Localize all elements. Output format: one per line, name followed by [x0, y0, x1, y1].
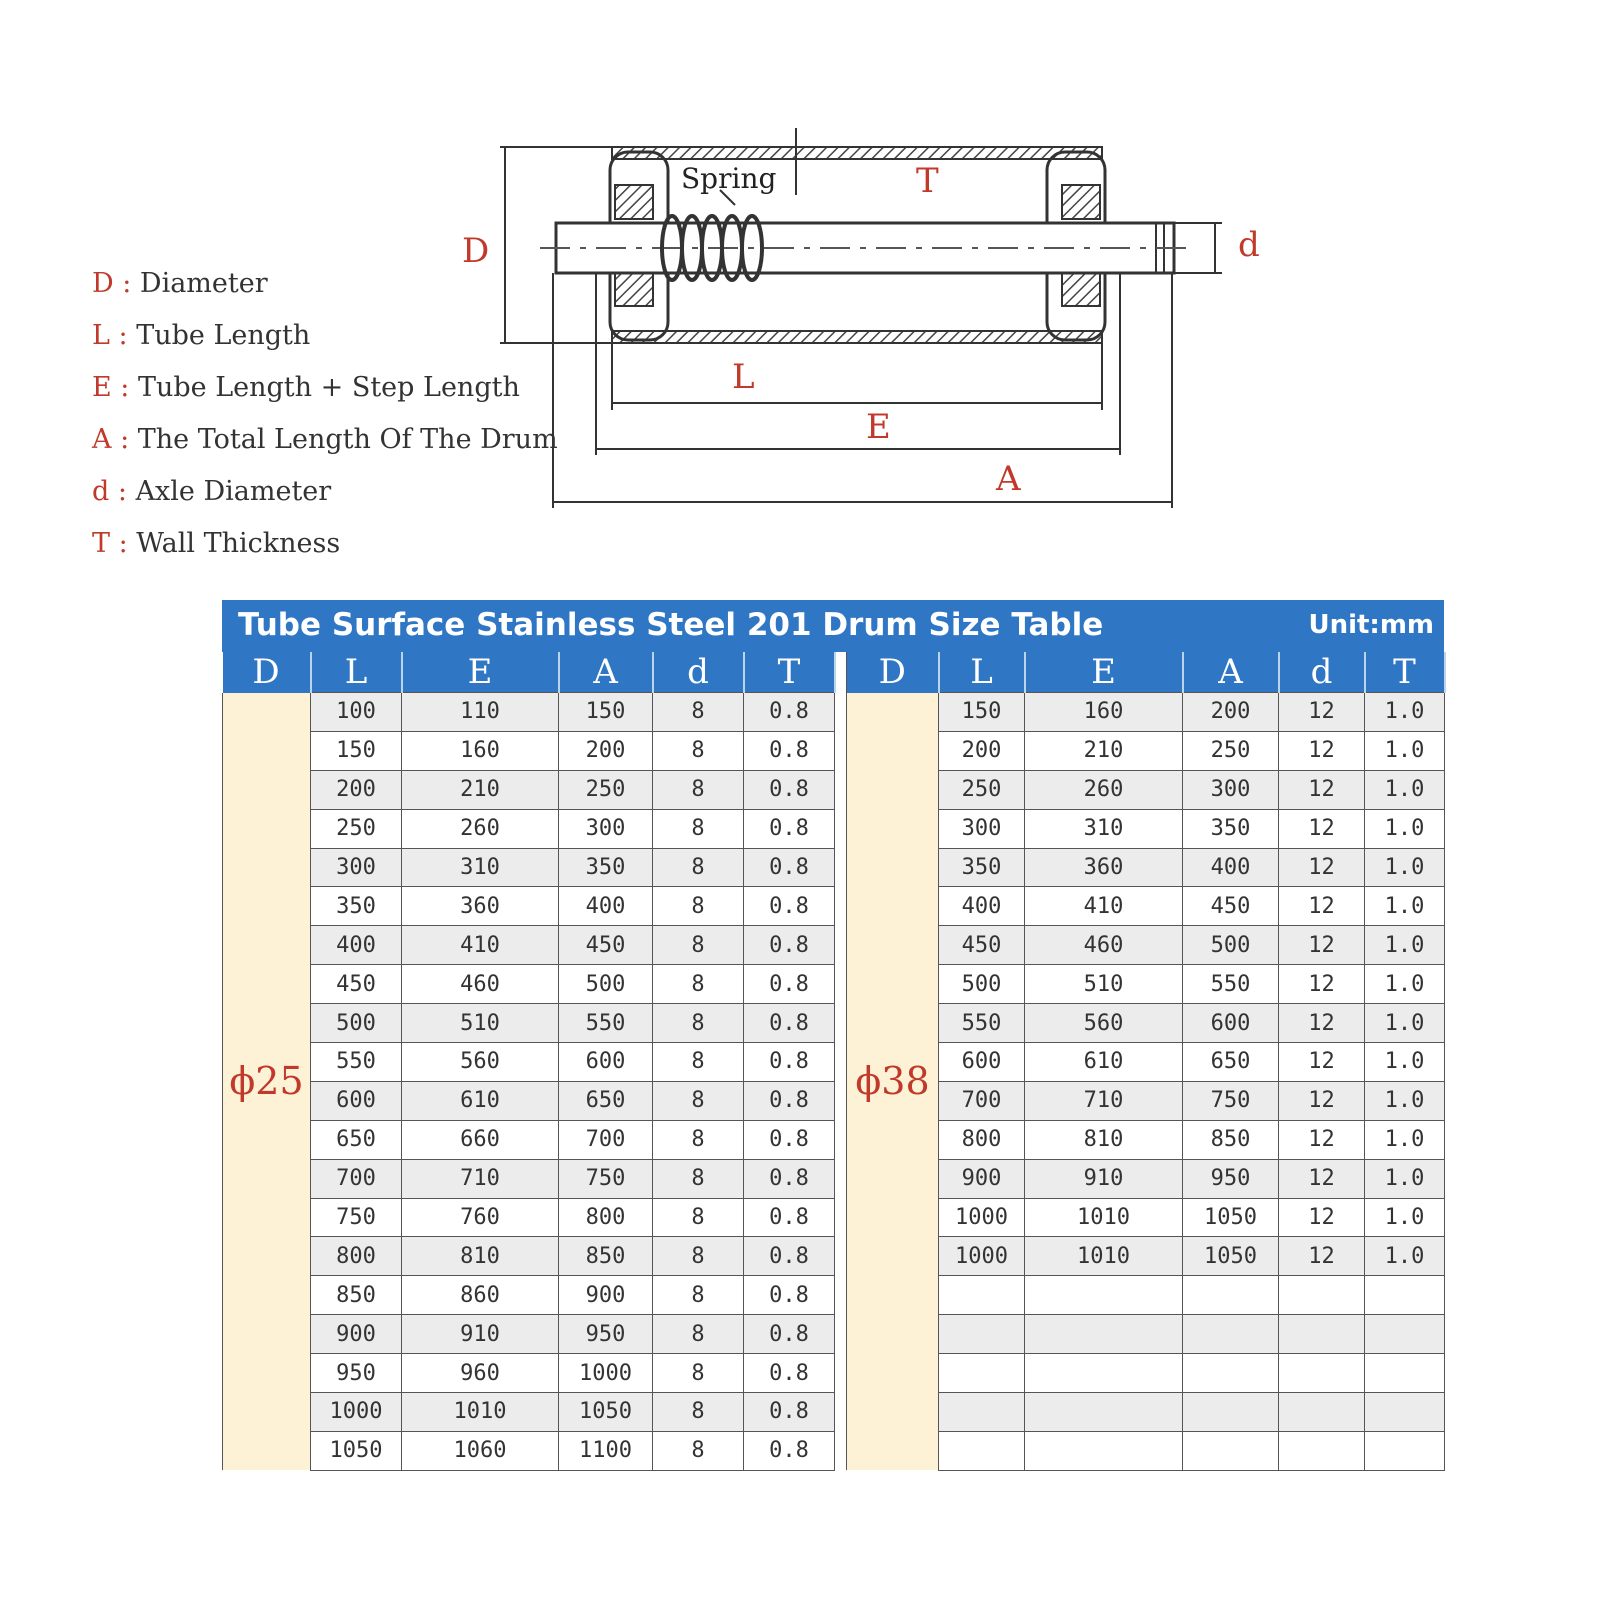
- table-cell: 12: [1279, 1120, 1365, 1159]
- legend-text: Axle Diameter: [135, 476, 332, 507]
- column-header: A: [1183, 652, 1279, 693]
- table-cell: 300: [1183, 770, 1279, 809]
- table-cell: 250: [559, 770, 653, 809]
- table-cell: 800: [311, 1237, 402, 1276]
- table-cell: 360: [402, 887, 559, 926]
- table-cell: 1.0: [1365, 1198, 1445, 1237]
- table-cell: 500: [939, 965, 1025, 1004]
- table-cell: 200: [559, 731, 653, 770]
- table-cell: 300: [939, 809, 1025, 848]
- table-header-row: [223, 652, 1445, 693]
- column-header: L: [311, 652, 402, 693]
- table-cell: 1000: [311, 1393, 402, 1432]
- table-cell: 650: [311, 1120, 402, 1159]
- table-cell: 460: [402, 965, 559, 1004]
- table-row: [223, 1043, 1445, 1082]
- table-cell: 310: [402, 848, 559, 887]
- legend-key: A: [92, 424, 112, 455]
- legend-text: The Total Length Of The Drum: [137, 424, 558, 455]
- table-cell: 450: [939, 926, 1025, 965]
- table-cell: 160: [402, 731, 559, 770]
- table-title: Tube Surface Stainless Steel 201 Drum Size Table: [238, 607, 1104, 643]
- table-cell: 850: [1183, 1120, 1279, 1159]
- table-cell: 1010: [402, 1393, 559, 1432]
- column-header: E: [1025, 652, 1183, 693]
- table-cell: 1050: [559, 1393, 653, 1432]
- table-cell: 260: [402, 809, 559, 848]
- table-cell: 1.0: [1365, 887, 1445, 926]
- table-cell: 1.0: [1365, 1081, 1445, 1120]
- table-cell: [939, 1431, 1025, 1470]
- table-cell: 460: [1025, 926, 1183, 965]
- table-cell: 12: [1279, 1159, 1365, 1198]
- legend-item: d : Axle Diameter: [92, 476, 332, 507]
- table-row: [223, 1120, 1445, 1159]
- table-cell: [939, 1393, 1025, 1432]
- table-cell: [1025, 1315, 1183, 1354]
- table-cell: 700: [559, 1120, 653, 1159]
- table-cell: 550: [559, 1004, 653, 1043]
- label-L: L: [732, 357, 755, 397]
- legend-key: T: [92, 528, 111, 559]
- table-cell: [1365, 1276, 1445, 1315]
- table-cell: 1.0: [1365, 848, 1445, 887]
- table-cell: 610: [1025, 1043, 1183, 1082]
- table-cell: 12: [1279, 926, 1365, 965]
- table-cell: 900: [559, 1276, 653, 1315]
- table-cell: 400: [559, 887, 653, 926]
- table-cell: 8: [653, 1004, 744, 1043]
- column-header: T: [744, 652, 835, 693]
- table-cell: [939, 1276, 1025, 1315]
- table-cell: 0.8: [744, 1431, 835, 1470]
- table-cell: [1183, 1431, 1279, 1470]
- table-cell: [1025, 1276, 1183, 1315]
- table-cell: 160: [1025, 693, 1183, 732]
- table-cell: 8: [653, 770, 744, 809]
- table-cell: 950: [559, 1315, 653, 1354]
- table-cell: 12: [1279, 887, 1365, 926]
- table-cell: 12: [1279, 809, 1365, 848]
- table-cell: 0.8: [744, 848, 835, 887]
- table-cell: 900: [939, 1159, 1025, 1198]
- table-cell: 500: [311, 1004, 402, 1043]
- table-cell: 200: [311, 770, 402, 809]
- table-cell: 250: [939, 770, 1025, 809]
- table-cell: 12: [1279, 1237, 1365, 1276]
- table-cell: 1000: [559, 1354, 653, 1393]
- table-cell: 250: [1183, 731, 1279, 770]
- table-cell: 0.8: [744, 926, 835, 965]
- bearing-right-bottom: [1062, 272, 1100, 306]
- size-table-panel: [222, 600, 1444, 1464]
- table-cell: 0.8: [744, 809, 835, 848]
- table-cell: 12: [1279, 965, 1365, 1004]
- table-cell: 0.8: [744, 693, 835, 732]
- table-cell: [1183, 1276, 1279, 1315]
- table-cell: 210: [1025, 731, 1183, 770]
- table-cell: 8: [653, 1043, 744, 1082]
- table-cell: 210: [402, 770, 559, 809]
- table-row: [223, 1393, 1445, 1432]
- legend-key: E: [92, 372, 112, 403]
- table-cell: 0.8: [744, 1198, 835, 1237]
- table-cell: 1.0: [1365, 693, 1445, 732]
- table-cell: 12: [1279, 731, 1365, 770]
- column-header: D: [847, 652, 939, 693]
- table-cell: 1100: [559, 1431, 653, 1470]
- table-cell: 500: [559, 965, 653, 1004]
- table-cell: 610: [402, 1081, 559, 1120]
- table-cell: 410: [1025, 887, 1183, 926]
- table-row: [223, 965, 1445, 1004]
- table-row: [223, 1081, 1445, 1120]
- table-row: [223, 809, 1445, 848]
- table-row: [223, 1198, 1445, 1237]
- table-cell: [1279, 1431, 1365, 1470]
- tube-wall-bottom: [612, 331, 1102, 343]
- table-cell: 1.0: [1365, 809, 1445, 848]
- table-cell: 350: [939, 848, 1025, 887]
- table-cell: 150: [311, 731, 402, 770]
- table-cell: 0.8: [744, 1276, 835, 1315]
- table-row: [223, 848, 1445, 887]
- table-cell: 8: [653, 693, 744, 732]
- table-cell: 8: [653, 1315, 744, 1354]
- table-cell: 100: [311, 693, 402, 732]
- bearing-left-bottom: [615, 272, 653, 306]
- table-cell: 8: [653, 1159, 744, 1198]
- bearing-left-top: [615, 185, 653, 219]
- diameter-cell: ϕ25: [223, 693, 311, 1471]
- table-row: [223, 1315, 1445, 1354]
- table-cell: 450: [559, 926, 653, 965]
- table-row: [223, 1431, 1445, 1470]
- table-cell: 0.8: [744, 1159, 835, 1198]
- label-spring: Spring: [681, 162, 777, 195]
- table-cell: 1.0: [1365, 1120, 1445, 1159]
- table-cell: 600: [939, 1043, 1025, 1082]
- table-row: [223, 1159, 1445, 1198]
- table-cell: 860: [402, 1276, 559, 1315]
- table-cell: 850: [559, 1237, 653, 1276]
- table-cell: [1279, 1354, 1365, 1393]
- table-cell: [1183, 1315, 1279, 1354]
- table-cell: 12: [1279, 1043, 1365, 1082]
- label-D: D: [462, 231, 490, 271]
- table-cell: 700: [311, 1159, 402, 1198]
- table-title-bar: [222, 600, 1444, 652]
- table-cell: 510: [402, 1004, 559, 1043]
- legend-item: E : Tube Length + Step Length: [92, 372, 520, 403]
- table-cell: 910: [402, 1315, 559, 1354]
- legend-text: Diameter: [139, 268, 268, 299]
- table-cell: 1.0: [1365, 1237, 1445, 1276]
- table-row: [223, 926, 1445, 965]
- column-header: D: [223, 652, 311, 693]
- table-cell: 810: [1025, 1120, 1183, 1159]
- table-cell: 600: [1183, 1004, 1279, 1043]
- column-header: L: [939, 652, 1025, 693]
- table-cell: 950: [1183, 1159, 1279, 1198]
- table-cell: 650: [1183, 1043, 1279, 1082]
- table-cell: 12: [1279, 848, 1365, 887]
- table-cell: 200: [939, 731, 1025, 770]
- table-cell: 560: [1025, 1004, 1183, 1043]
- legend-text: Tube Length: [136, 320, 311, 351]
- table-cell: 360: [1025, 848, 1183, 887]
- table-cell: [1279, 1393, 1365, 1432]
- table-cell: 660: [402, 1120, 559, 1159]
- table-cell: 850: [311, 1276, 402, 1315]
- table-cell: 750: [559, 1159, 653, 1198]
- table-cell: 550: [939, 1004, 1025, 1043]
- table-cell: 1010: [1025, 1237, 1183, 1276]
- table-cell: 1.0: [1365, 1159, 1445, 1198]
- table-cell: 1.0: [1365, 1043, 1445, 1082]
- table-cell: 8: [653, 1198, 744, 1237]
- table-cell: 150: [939, 693, 1025, 732]
- table-cell: 200: [1183, 693, 1279, 732]
- table-cell: 0.8: [744, 1237, 835, 1276]
- table-cell: 910: [1025, 1159, 1183, 1198]
- table-cell: 0.8: [744, 1393, 835, 1432]
- table-cell: 400: [1183, 848, 1279, 887]
- table-cell: 1.0: [1365, 770, 1445, 809]
- table-cell: 8: [653, 1393, 744, 1432]
- table-cell: 300: [311, 848, 402, 887]
- table-cell: 0.8: [744, 1081, 835, 1120]
- table-cell: 8: [653, 965, 744, 1004]
- table-cell: 0.8: [744, 770, 835, 809]
- table-cell: 350: [311, 887, 402, 926]
- label-d: d: [1238, 225, 1260, 265]
- table-cell: 950: [311, 1354, 402, 1393]
- table-cell: 12: [1279, 770, 1365, 809]
- table-cell: 8: [653, 1120, 744, 1159]
- table-cell: 1010: [1025, 1198, 1183, 1237]
- table-cell: 500: [1183, 926, 1279, 965]
- legend-text: Wall Thickness: [136, 528, 341, 559]
- table-cell: 450: [1183, 887, 1279, 926]
- table-row: [223, 731, 1445, 770]
- legend-key: d: [92, 476, 110, 507]
- table-cell: [1025, 1393, 1183, 1432]
- table-cell: 550: [311, 1043, 402, 1082]
- label-T: T: [916, 161, 939, 201]
- table-cell: [1183, 1354, 1279, 1393]
- legend-text: Tube Length + Step Length: [137, 372, 520, 403]
- table-cell: 8: [653, 848, 744, 887]
- table-cell: 600: [311, 1081, 402, 1120]
- column-header: T: [1365, 652, 1445, 693]
- label-A: A: [996, 459, 1021, 499]
- table-unit: Unit:mm: [1308, 610, 1434, 640]
- table-cell: 700: [939, 1081, 1025, 1120]
- table-cell: [1365, 1393, 1445, 1432]
- table-cell: 8: [653, 731, 744, 770]
- column-header: d: [1279, 652, 1365, 693]
- table-cell: 0.8: [744, 731, 835, 770]
- table-row: [223, 887, 1445, 926]
- table-cell: 450: [311, 965, 402, 1004]
- table-row: [223, 693, 1445, 732]
- table-cell: 0.8: [744, 1315, 835, 1354]
- table-cell: [1025, 1354, 1183, 1393]
- table-cell: 800: [559, 1198, 653, 1237]
- table-cell: 12: [1279, 1004, 1365, 1043]
- table-cell: 560: [402, 1043, 559, 1082]
- table-cell: 350: [1183, 809, 1279, 848]
- table-cell: 1.0: [1365, 1004, 1445, 1043]
- table-cell: 750: [311, 1198, 402, 1237]
- table-cell: 1.0: [1365, 965, 1445, 1004]
- table-cell: 8: [653, 1237, 744, 1276]
- table-cell: 1050: [1183, 1198, 1279, 1237]
- table-cell: 0.8: [744, 1043, 835, 1082]
- table-cell: 550: [1183, 965, 1279, 1004]
- column-gap: [835, 652, 847, 693]
- column-header: d: [653, 652, 744, 693]
- table-cell: 1050: [311, 1431, 402, 1470]
- size-table: [222, 652, 1446, 1471]
- table-cell: [1365, 1354, 1445, 1393]
- legend-item: D : Diameter: [92, 268, 268, 299]
- table-cell: 1000: [939, 1237, 1025, 1276]
- table-cell: 400: [939, 887, 1025, 926]
- table-cell: 250: [311, 809, 402, 848]
- table-cell: 0.8: [744, 965, 835, 1004]
- table-cell: 710: [402, 1159, 559, 1198]
- table-cell: 600: [559, 1043, 653, 1082]
- table-cell: 410: [402, 926, 559, 965]
- table-cell: 12: [1279, 1081, 1365, 1120]
- table-cell: 1000: [939, 1198, 1025, 1237]
- table-cell: 150: [559, 693, 653, 732]
- table-cell: [939, 1354, 1025, 1393]
- table-cell: 1050: [1183, 1237, 1279, 1276]
- table-cell: 710: [1025, 1081, 1183, 1120]
- table-cell: 760: [402, 1198, 559, 1237]
- table-cell: 8: [653, 1431, 744, 1470]
- table-cell: 8: [653, 1354, 744, 1393]
- table-cell: [939, 1315, 1025, 1354]
- table-cell: 0.8: [744, 1120, 835, 1159]
- table-cell: 1.0: [1365, 731, 1445, 770]
- column-header: E: [402, 652, 559, 693]
- legend-item: T : Wall Thickness: [92, 528, 341, 559]
- legend-item: A : The Total Length Of The Drum: [92, 424, 558, 455]
- label-E: E: [866, 407, 891, 447]
- tube-wall-top: [612, 147, 1102, 159]
- table-cell: 12: [1279, 1198, 1365, 1237]
- table-cell: [1279, 1315, 1365, 1354]
- table-cell: 350: [559, 848, 653, 887]
- legend: [92, 268, 558, 580]
- table-cell: 8: [653, 1081, 744, 1120]
- table-cell: 0.8: [744, 1354, 835, 1393]
- table-cell: 900: [311, 1315, 402, 1354]
- table-cell: 0.8: [744, 1004, 835, 1043]
- table-gap: [835, 693, 847, 1471]
- table-cell: 260: [1025, 770, 1183, 809]
- table-cell: 8: [653, 1276, 744, 1315]
- table-cell: 12: [1279, 693, 1365, 732]
- table-cell: 650: [559, 1081, 653, 1120]
- column-header: A: [559, 652, 653, 693]
- table-cell: 810: [402, 1237, 559, 1276]
- table-row: [223, 1004, 1445, 1043]
- diameter-cell: ϕ38: [847, 693, 939, 1471]
- table-cell: [1365, 1315, 1445, 1354]
- table-cell: 800: [939, 1120, 1025, 1159]
- table-cell: 1.0: [1365, 926, 1445, 965]
- table-cell: [1183, 1393, 1279, 1432]
- table-cell: 960: [402, 1354, 559, 1393]
- legend-item: L : Tube Length: [92, 320, 311, 351]
- legend-key: D: [92, 268, 114, 299]
- table-row: [223, 1237, 1445, 1276]
- table-cell: 8: [653, 926, 744, 965]
- table-cell: [1025, 1431, 1183, 1470]
- table-cell: 1060: [402, 1431, 559, 1470]
- table-row: [223, 770, 1445, 809]
- table-cell: 8: [653, 809, 744, 848]
- table-cell: [1279, 1276, 1365, 1315]
- legend-key: L: [92, 320, 110, 351]
- table-cell: 750: [1183, 1081, 1279, 1120]
- table-cell: 110: [402, 693, 559, 732]
- table-cell: 300: [559, 809, 653, 848]
- table-cell: [1365, 1431, 1445, 1470]
- table-row: [223, 1354, 1445, 1393]
- table-cell: 8: [653, 887, 744, 926]
- table-row: [223, 1276, 1445, 1315]
- bearing-right-top: [1062, 185, 1100, 219]
- table-cell: 510: [1025, 965, 1183, 1004]
- table-cell: 310: [1025, 809, 1183, 848]
- table-cell: 0.8: [744, 887, 835, 926]
- table-cell: 400: [311, 926, 402, 965]
